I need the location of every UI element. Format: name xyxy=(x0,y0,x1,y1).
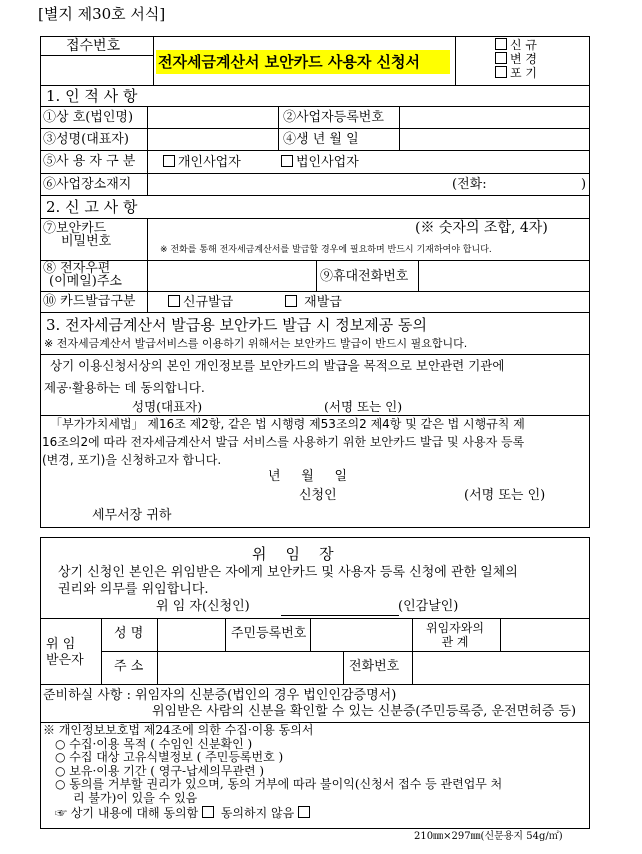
type-options xyxy=(495,38,537,80)
phone-label: (전화: xyxy=(452,177,487,192)
law-line1: 「부가가치세법」 제16조 제2항, 같은 법 시행령 제53조의2 제4항 및 같은 법 시행규칙 제 xyxy=(50,417,525,431)
privacy-consent xyxy=(43,724,502,820)
business-reg-no-label: ②사업자등록번호 xyxy=(283,110,384,125)
checkbox-icon[interactable] xyxy=(168,295,180,307)
issue-type-label: ⑩ 카드발급구분 xyxy=(43,294,136,309)
receipt-number-field[interactable] xyxy=(41,55,153,85)
delegate-phone-label: 전화번호 xyxy=(349,659,400,674)
applicant-sign[interactable]: (서명 또는 인) xyxy=(464,488,546,503)
issue-new-option[interactable]: 신규발급 xyxy=(168,295,233,310)
delegate-address-label: 주 소 xyxy=(114,659,144,674)
user-type-individual[interactable]: 개인사업자 xyxy=(163,155,241,170)
applicant-label: 신청인 xyxy=(299,488,337,503)
consent-sign[interactable]: (서명 또는 인) xyxy=(324,399,403,414)
card-pw-label: ⑦보안카드 비밀번호 xyxy=(43,221,112,249)
section2-heading: 2. 신 고 사 항 xyxy=(46,198,138,216)
section1-heading: 1. 인 적 사 항 xyxy=(46,87,138,105)
delegator-name-field[interactable] xyxy=(281,601,399,616)
section3-note: ※ 전자세금계산서 발급서비스를 이용하기 위해서는 보안카드 발급이 반드시 필요합니다. xyxy=(44,337,468,350)
checkbox-icon[interactable] xyxy=(163,155,175,167)
email-field[interactable] xyxy=(150,261,315,291)
name-label: ③성명(대표자) xyxy=(43,132,129,147)
form-title: 전자세금계산서 보안카드 사용자 신청서 xyxy=(158,53,420,71)
birth-date-field[interactable] xyxy=(402,129,588,150)
mobile-field[interactable] xyxy=(420,261,588,291)
disagree-label: 동의하지 않음 xyxy=(220,805,295,820)
privacy-line3: ○ 수집 대상 고유식별정보 ( 주민등록번호 ) xyxy=(55,750,284,765)
mobile-label: ⑨휴대전화번호 xyxy=(320,269,409,284)
card-pw-hint: (※ 숫자의 조합, 4자) xyxy=(415,220,548,236)
option-cancel[interactable]: 포 기 xyxy=(495,66,537,80)
company-name-label: ①상 호(법인명) xyxy=(43,110,134,125)
delegator-seal[interactable]: (인감날인) xyxy=(398,599,459,614)
phone-field[interactable] xyxy=(492,174,580,195)
form-label: [별지 제30호 서식] xyxy=(38,5,166,23)
option-change[interactable]: 변 경 xyxy=(495,52,537,66)
privacy-agree-row xyxy=(43,806,502,821)
delegation-body-line1: 상기 신청인 본인은 위임받은 자에게 보안카드 및 사용자 등록 신청에 관한 일체의 xyxy=(58,565,518,580)
addressee: 세무서장 귀하 xyxy=(92,508,172,523)
card-pw-field[interactable] xyxy=(150,219,410,243)
resident-no-field[interactable] xyxy=(311,619,411,652)
user-type-corporate[interactable]: 법인사업자 xyxy=(281,155,359,170)
relation-label: 위임자와의 관 계 xyxy=(426,621,484,649)
business-reg-no-field[interactable] xyxy=(402,107,588,128)
section3-heading: 3. 전자세금계산서 발급용 보안카드 발급 시 정보제공 동의 xyxy=(46,316,427,334)
checkbox-icon[interactable] xyxy=(495,66,507,78)
relation-field[interactable] xyxy=(501,619,587,652)
application-date: 년 월 일 xyxy=(268,469,347,484)
checkbox-icon[interactable] xyxy=(495,52,507,64)
consent-line2: 제공·활용하는 데 동의합니다. xyxy=(44,380,205,395)
paper-spec: 210㎜×297㎜(신문용지 54g/㎡) xyxy=(414,831,563,842)
prep-line2: 위임받은 사람의 신분을 확인할 수 있는 신분증(주민등록증, 운전면허증 등) xyxy=(152,704,577,719)
privacy-line1: ※ 개인정보보호법 제24조에 의한 수집·이용 동의서 xyxy=(43,723,314,737)
privacy-line5: ○ 동의를 거부할 권리가 있으며, 동의 거부에 따라 불이익(신청서 접수 등 관련업무 처 xyxy=(55,777,503,792)
company-name-field[interactable] xyxy=(150,107,275,128)
law-line3: (변경, 포기)을 신청하고자 합니다. xyxy=(42,453,222,467)
receipt-label: 접수번호 xyxy=(66,38,121,54)
disagree-checkbox-icon[interactable] xyxy=(298,806,310,818)
checkbox-icon[interactable] xyxy=(281,155,293,167)
user-type-label: ⑤사 용 자 구 분 xyxy=(43,154,136,169)
consent-sign-name: 성명(대표자) xyxy=(132,399,203,414)
prep-line1: 준비하실 사항 : 위임자의 신분증(법인의 경우 법인인감증명서) xyxy=(43,688,397,703)
birth-date-label: ④생 년 월 일 xyxy=(283,132,359,147)
address-label: ⑥사업장소재지 xyxy=(43,177,132,192)
resident-no-label: 주민등록번호 xyxy=(231,626,307,641)
privacy-line4: ○ 보유·이용 기간 ( 영구-납세의무관련 ) xyxy=(55,763,265,778)
checkbox-icon[interactable] xyxy=(285,295,297,307)
consent-line1: 상기 이용신청서상의 본인 개인정보를 보안카드의 발급을 목적으로 보안관련 기관에 xyxy=(50,358,505,373)
law-line2: 16조의2에 따라 전자세금계산서 발급 서비스를 사용하기 위한 보안카드 발급 및 사용자 등록 xyxy=(42,435,525,449)
agree-checkbox-icon[interactable] xyxy=(202,806,214,818)
delegate-name-label: 성 명 xyxy=(114,626,144,641)
delegate-phone-field[interactable] xyxy=(413,652,587,684)
phone-close: ) xyxy=(581,177,587,192)
delegation-title: 위 임 장 xyxy=(252,545,334,563)
delegate-address-field[interactable] xyxy=(158,652,342,684)
email-label: ⑧ 전자우편 (이메일)주소 xyxy=(43,261,122,289)
name-field[interactable] xyxy=(150,129,275,150)
issue-re-option[interactable]: 재발급 xyxy=(285,295,342,310)
delegate-label: 위 임 받은자 xyxy=(46,637,84,668)
delegation-body-line2: 권리와 의무를 위임합니다. xyxy=(58,582,209,597)
agree-label: ☞ 상기 내용에 대해 동의함 xyxy=(55,805,199,820)
delegator-label: 위 임 자(신청인) xyxy=(156,599,250,614)
checkbox-icon[interactable] xyxy=(495,38,507,50)
option-new[interactable]: 신 규 xyxy=(495,38,537,52)
privacy-line6: 리 불가)이 있을 수 있음 xyxy=(73,790,198,805)
delegate-name-field[interactable] xyxy=(158,619,224,652)
privacy-line2: ○ 수집·이용 목적 ( 수임인 신분확인 ) xyxy=(55,736,253,751)
address-field[interactable] xyxy=(150,174,445,195)
card-pw-note: ※ 전화를 통해 전자세금계산서를 발급할 경우에 필요하며 반드시 기재하여야 합니다. xyxy=(160,245,492,255)
